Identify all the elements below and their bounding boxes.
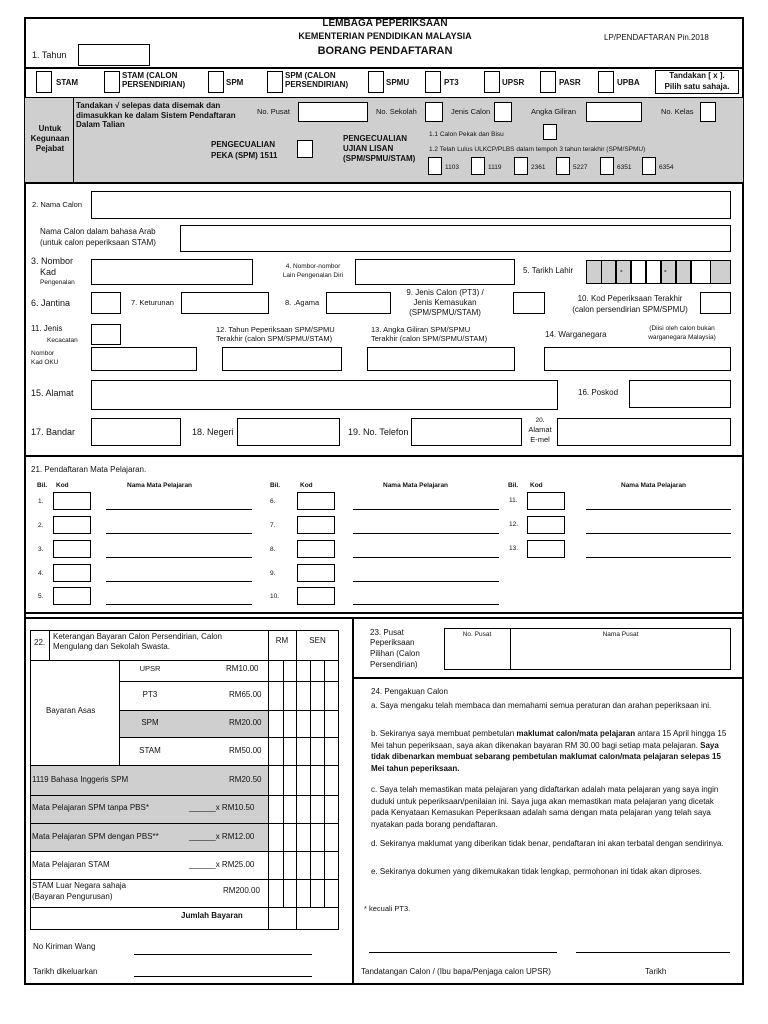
- code-label: 2361: [531, 164, 546, 171]
- bandar-input[interactable]: [91, 418, 181, 446]
- lain-pengenalan-input[interactable]: [355, 259, 515, 285]
- pasr-checkbox[interactable]: [540, 71, 556, 93]
- warga-note-1: (Diisi oleh calon bukan: [649, 325, 715, 332]
- declaration-a: a. Saya mengaku telah membaca dan memahami semua peraturan dan arahan peperiksaan ini.: [371, 701, 712, 710]
- code-6351-checkbox[interactable]: [600, 157, 614, 175]
- row-number: 1.: [38, 498, 44, 505]
- declaration-d: d. Sekiranya maklumat yang diberikan tidak benar, pendaftaran ini akan terbatal dengan sendirinya.: [371, 839, 724, 848]
- kod-input[interactable]: [53, 492, 91, 510]
- telefon-label: 19. No. Telefon: [348, 427, 409, 437]
- pekak-checkbox[interactable]: [543, 124, 557, 140]
- declaration-c: c. Saya telah memastikan mata pelajaran yang didaftarkan adalah mata pelajaran yang saya ingin duduki untuk peperiksaan/penilaian ini. Saya juga akan memastikan mata pelajaran yang dicetak pada Kenyataan Kemasukan Peperiksaan adalah sama dengan mata pelajaran yang telah saya nyatakan pada borang pendaftaran.: [371, 785, 719, 829]
- row-number: 4.: [38, 570, 44, 577]
- code-2361-checkbox[interactable]: [514, 157, 528, 175]
- nama-line[interactable]: [353, 581, 499, 582]
- code-5227-checkbox[interactable]: [556, 157, 570, 175]
- email-input[interactable]: [557, 418, 731, 446]
- bil-header: Bil.: [270, 482, 281, 489]
- agama-label: 8. .Agama: [285, 298, 320, 307]
- row-number: 2.: [38, 522, 44, 529]
- kod-input[interactable]: [297, 587, 335, 605]
- kod-input[interactable]: [297, 516, 335, 534]
- email-label-2: Alamat: [528, 425, 552, 434]
- option-1-1: 1.1 Calon Pekak dan Bisu: [429, 131, 504, 138]
- spm-row-label: SPM: [141, 718, 159, 727]
- poskod-label: 16. Poskod: [578, 388, 619, 397]
- angka-giliran-label: Angka Giliran: [531, 107, 577, 116]
- kecacatan-label-1: 11. Jenis: [31, 324, 63, 333]
- row-number: 11.: [509, 497, 518, 504]
- oku-label-2: Kad OKU: [31, 359, 59, 366]
- sen-header: SEN: [309, 636, 326, 645]
- payment-number: 22.: [34, 638, 46, 647]
- form-title: BORANG PENDAFTARAN: [317, 45, 453, 57]
- telefon-input[interactable]: [411, 418, 522, 446]
- declaration-b-pre: b. Sekiranya saya membuat pembetulan: [371, 729, 517, 738]
- upsr-label: UPSR: [502, 78, 525, 87]
- code-label: 1103: [445, 164, 459, 171]
- divider: [268, 630, 269, 930]
- angka-terakhir-label-2: Terakhir (calon SPM/SPMU/STAM): [371, 334, 488, 343]
- declaration-b-mid: antara 15 April hingga 15 Mei tahun peperiksaan, saya akan dikenakan bayaran RM 30.00 bagi setiap mata pelajaran.: [371, 729, 727, 750]
- option-1-2: 1.2 Telah Lulus ULKCP/PLBS dalam tempoh 3 tahun terakhir (SPM/SPMU): [429, 146, 646, 153]
- mstam-row-label: Mata Pelajaran STAM: [32, 860, 110, 869]
- kecacatan-label-2: Kecacatan: [47, 337, 78, 344]
- date-label: Tarikh: [645, 967, 667, 976]
- header-line2: KEMENTERIAN PENDIDIKAN MALAYSIA: [298, 31, 472, 41]
- header-line1: LEMBAGA PEPERIKSAAN: [322, 18, 448, 29]
- date-cell: [601, 260, 616, 284]
- no-pusat-header: No. Pusat: [462, 631, 492, 638]
- no-pusat-box[interactable]: [298, 102, 368, 122]
- nokp-label-1: 3. Nombor: [31, 256, 74, 266]
- code-1103-checkbox[interactable]: [428, 157, 442, 175]
- centre-label-3: Pilihan (Calon: [370, 649, 420, 658]
- stam-amount: RM50.00: [229, 746, 262, 755]
- alamat-input[interactable]: [91, 380, 558, 410]
- no-kelas-label: No. Kelas: [661, 107, 694, 116]
- payment-description: Keterangan Bayaran Calon Persendirian, Calon Mengulang dan Sekolah Swasta.: [53, 632, 222, 651]
- lisan-label-2: UJIAN LISAN: [343, 144, 394, 153]
- upsr-row-label: UPSR: [139, 664, 161, 673]
- arab-label-2: (untuk calon peperiksaan STAM): [40, 238, 156, 247]
- row-number: 6.: [270, 498, 276, 505]
- nama-header: Nama Mata Pelajaran: [621, 482, 687, 489]
- row-number: 10.: [270, 593, 280, 600]
- date-separator: -: [664, 266, 667, 275]
- code-6354-checkbox[interactable]: [642, 157, 656, 175]
- pilih-note: Pilih satu sahaja.: [664, 82, 730, 91]
- date-cell: [676, 260, 691, 284]
- row-number: 12.: [509, 521, 519, 528]
- jenis-calon-label: Jenis Calon: [451, 107, 491, 116]
- warganegara-input[interactable]: [544, 347, 731, 371]
- tarikh-keluar-line[interactable]: [134, 976, 312, 977]
- email-label-3: E-mel: [530, 435, 550, 444]
- negeri-label: 18. Negeri: [192, 427, 234, 437]
- kod-peperiksaan-input[interactable]: [700, 292, 731, 314]
- luar-row-label-1: STAM Luar Negara sahaja: [32, 881, 127, 890]
- kod-header: Kod: [530, 482, 543, 489]
- lain-label-1: 4. Nombor-nombor: [285, 263, 341, 270]
- nama-arab-input[interactable]: [180, 225, 731, 252]
- nama-line[interactable]: [106, 604, 252, 605]
- declaration-e: e. Sekiranya dokumen yang dikemukakan tidak lengkap, permohonan ini tidak akan diproses.: [371, 867, 702, 876]
- kod-input[interactable]: [53, 516, 91, 534]
- kod-input[interactable]: [527, 540, 565, 558]
- date-cell: [631, 260, 646, 284]
- divider: [296, 630, 297, 930]
- kiriman-line[interactable]: [134, 954, 312, 955]
- kod-label-1: 10. Kod Peperiksaan Terakhir: [577, 294, 683, 303]
- nama-input[interactable]: [91, 191, 731, 219]
- stam-pers-label: STAM (CALON PERSENDIRIAN): [122, 71, 186, 90]
- centre-label-2: Peperiksaan: [370, 638, 415, 647]
- nama-line[interactable]: [353, 509, 499, 510]
- nama-line[interactable]: [106, 557, 252, 558]
- upsr-checkbox[interactable]: [484, 71, 500, 93]
- angka-terakhir-label-1: 13. Angka Giliran SPM/SPMU: [371, 325, 471, 334]
- nama-line[interactable]: [586, 509, 731, 510]
- declaration-b-bold1: maklumat calon/mata pelajaran: [516, 729, 636, 738]
- code-label: 5227: [573, 164, 588, 171]
- kod-input[interactable]: [527, 492, 565, 510]
- kod-input[interactable]: [53, 540, 91, 558]
- nama-line[interactable]: [353, 604, 499, 605]
- upba-label: UPBA: [617, 78, 640, 87]
- date-separator: -: [620, 266, 623, 275]
- tahun-label: 1. Tahun: [32, 50, 67, 60]
- subjects-title: 21. Pendaftaran Mata Pelajaran.: [31, 465, 147, 474]
- declaration-note: * kecuali PT3.: [364, 904, 411, 913]
- centre-label-4: Persendirian): [370, 660, 418, 669]
- peka-checkbox[interactable]: [297, 140, 313, 158]
- tahun-terakhir-label-1: 12. Tahun Peperiksaan SPM/SPMU: [216, 325, 335, 334]
- divider: [324, 660, 325, 907]
- spm-pers-checkbox[interactable]: [267, 71, 283, 93]
- divider: [30, 879, 339, 880]
- angka-giliran-box[interactable]: [586, 102, 642, 122]
- no-sekolah-box[interactable]: [425, 102, 443, 122]
- stam-pers-checkbox[interactable]: [104, 71, 120, 93]
- nama-line[interactable]: [353, 533, 499, 534]
- alamat-label: 15. Alamat: [31, 388, 74, 398]
- no-pusat-label: No. Pusat: [257, 107, 290, 116]
- bayaran-asas-label: Bayaran Asas: [46, 706, 96, 715]
- declaration-b-bold2: Saya tidak dibenarkan membuat sebarang pembetulan maklumat calon/mata pelajaran selepas 15 Mei tahun peperiksaan.: [371, 740, 721, 773]
- divider: [24, 455, 744, 457]
- tahun-terakhir-label-2: Terakhir (calon SPM/SPMU/STAM): [216, 334, 333, 343]
- warga-note-2: warganegara Malaysia): [648, 334, 716, 341]
- divider: [310, 660, 311, 907]
- pt3-row-label: PT3: [142, 690, 158, 699]
- dengan-amount: ______x RM12.00: [189, 832, 255, 841]
- tarikh-keluar-label: Tarikh dikeluarkan: [33, 967, 98, 976]
- nama-line[interactable]: [586, 533, 731, 534]
- keturunan-input[interactable]: [181, 292, 269, 314]
- peka-label-2: PEKA (SPM) 1511: [211, 151, 278, 160]
- bi-amount: RM20.50: [229, 775, 262, 784]
- jenis-calon-input[interactable]: [513, 292, 545, 314]
- code-label: 6354: [659, 164, 674, 171]
- office-label-1: Untuk: [38, 124, 62, 133]
- divider: [353, 677, 743, 679]
- keturunan-label: 7. Keturunan: [131, 298, 174, 307]
- peka-label-1: PENGECUALIAN: [211, 140, 276, 149]
- row-number: 9.: [270, 570, 276, 577]
- bandar-label: 17. Bandar: [31, 427, 76, 437]
- kod-input[interactable]: [53, 564, 91, 582]
- bil-header: Bil.: [37, 482, 48, 489]
- office-note: Tandakan √ selepas data disemak dan dimasukkan ke dalam Sistem Pendaftaran Dalam Talian: [76, 101, 236, 130]
- row-number: 7.: [270, 522, 276, 529]
- row-number: 8.: [270, 546, 276, 553]
- divider: [30, 851, 339, 852]
- nama-pusat-header: Nama Pusat: [602, 631, 639, 638]
- divider: [24, 67, 744, 69]
- tahun-terakhir-input[interactable]: [222, 347, 342, 371]
- tanpa-amount: ______x RM10.50: [189, 803, 255, 812]
- kiriman-label: No Kiriman Wang: [33, 942, 96, 951]
- kod-input[interactable]: [527, 516, 565, 534]
- declaration-title: 24. Pengakuan Calon: [371, 687, 448, 696]
- oku-label-1: Nombor: [31, 350, 55, 357]
- jenis-label-3: (SPM/SPMU/STAM): [409, 308, 481, 317]
- jenis-label-1: 9. Jenis Calon (PT3) /: [406, 288, 484, 297]
- lisan-label-3: (SPM/SPMU/STAM): [343, 154, 416, 163]
- kod-header: Kod: [56, 482, 69, 489]
- bi-row-label: 1119 Bahasa Inggeris SPM: [32, 775, 129, 784]
- nokp-label-2: Kad: [40, 267, 57, 277]
- no-sekolah-label: No. Sekolah: [376, 107, 417, 116]
- date-cell: [691, 260, 711, 284]
- jenis-label-2: Jenis Kemasukan: [413, 298, 477, 307]
- row-number: 5.: [38, 593, 44, 600]
- nokp-input[interactable]: [91, 259, 253, 285]
- spmu-label: SPMU: [386, 78, 410, 87]
- nama-line[interactable]: [106, 509, 252, 510]
- divider: [119, 681, 339, 682]
- date-cell: [616, 260, 631, 284]
- kad-oku-input[interactable]: [91, 347, 197, 371]
- kod-input[interactable]: [297, 564, 335, 582]
- stam-label: STAM: [56, 78, 79, 87]
- code-label: 6351: [617, 164, 632, 171]
- nama-line[interactable]: [586, 557, 731, 558]
- kod-input[interactable]: [297, 540, 335, 558]
- jenis-calon-box[interactable]: [494, 102, 512, 122]
- divider: [49, 630, 50, 660]
- divider: [24, 612, 744, 614]
- spm-checkbox[interactable]: [208, 71, 224, 93]
- rm-header: RM: [275, 636, 289, 645]
- signature-label: Tandatangan Calon / (Ibu bapa/Penjaga calon UPSR): [361, 967, 551, 976]
- code-label: 1119: [488, 164, 502, 171]
- tahun-input[interactable]: [78, 44, 150, 66]
- declaration-b: [371, 728, 733, 774]
- nokp-label-3: Pengenalan: [40, 279, 75, 286]
- luar-amount: RM200.00: [223, 886, 260, 895]
- tanpa-row-label: Mata Pelajaran SPM tanpa PBS*: [32, 803, 149, 812]
- warga-label: 14. Warganegara: [545, 330, 607, 339]
- nama-line[interactable]: [106, 533, 252, 534]
- dengan-row-label: Mata Pelajaran SPM dengan PBS**: [32, 832, 159, 841]
- tandakan-note: Tandakan [ x ].: [669, 71, 725, 80]
- lahir-label: 5. Tarikh Lahir: [523, 266, 574, 275]
- pt3-label: PT3: [444, 78, 459, 87]
- code-1119-checkbox[interactable]: [471, 157, 485, 175]
- lain-label-2: Lain Pengenalan Diri: [282, 272, 344, 279]
- pt3-amount: RM65.00: [229, 690, 262, 699]
- signature-line[interactable]: [369, 952, 557, 953]
- divider: [30, 660, 339, 661]
- negeri-input[interactable]: [237, 418, 340, 446]
- date-line[interactable]: [576, 952, 730, 953]
- upba-checkbox[interactable]: [598, 71, 614, 93]
- arab-label-1: Nama Calon dalam bahasa Arab: [40, 227, 156, 236]
- spm-label: SPM: [226, 78, 244, 87]
- stam-checkbox[interactable]: [36, 71, 52, 93]
- jantina-input[interactable]: [91, 292, 121, 314]
- divider: [30, 907, 339, 908]
- angka-terakhir-input[interactable]: [367, 347, 515, 371]
- stam-row-label: STAM: [139, 746, 161, 755]
- jantina-label: 6. Jantina: [31, 298, 71, 308]
- row-number: 3.: [38, 546, 44, 553]
- divider: [352, 618, 354, 984]
- divider: [119, 737, 339, 738]
- office-label-2: Kegunaan: [30, 134, 70, 143]
- spmu-checkbox[interactable]: [368, 71, 384, 93]
- spm-amount: RM20.00: [229, 718, 262, 727]
- email-label-1: 20.: [535, 417, 545, 424]
- agama-input[interactable]: [326, 292, 391, 314]
- kod-input[interactable]: [53, 587, 91, 605]
- kod-label-2: (calon persendirian SPM/SPMU): [572, 305, 688, 314]
- date-cell: [646, 260, 661, 284]
- divider: [73, 98, 74, 182]
- poskod-input[interactable]: [629, 380, 731, 408]
- mstam-amount: ______x RM25.00: [189, 860, 255, 869]
- nama-header: Nama Mata Pelajaran: [383, 482, 449, 489]
- spm-pers-label: SPM (CALON PERSENDIRIAN): [285, 71, 349, 90]
- office-label-3: Pejabat: [35, 144, 65, 153]
- nama-header: Nama Mata Pelajaran: [127, 482, 193, 489]
- luar-row-label-2: (Bayaran Pengurusan): [32, 892, 113, 901]
- divider: [24, 617, 744, 619]
- divider: [24, 182, 744, 184]
- upsr-amount: RM10.00: [226, 664, 259, 673]
- nama-label: 2. Nama Calon: [32, 200, 83, 209]
- kod-input[interactable]: [297, 492, 335, 510]
- kod-header: Kod: [300, 482, 313, 489]
- nama-line[interactable]: [353, 557, 499, 558]
- divider: [283, 660, 284, 907]
- nama-line[interactable]: [106, 581, 252, 582]
- no-kelas-box[interactable]: [700, 102, 716, 122]
- form-code: LP/PENDAFTARAN Pin.2018: [604, 33, 709, 42]
- kecacatan-input[interactable]: [91, 324, 121, 345]
- pasr-label: PASR: [559, 78, 581, 87]
- pt3-checkbox[interactable]: [425, 71, 441, 93]
- centre-label-1: 23. Pusat: [370, 628, 404, 637]
- jumlah-label: Jumlah Bayaran: [181, 911, 243, 920]
- lisan-label-1: PENGECUALIAN: [343, 134, 408, 143]
- row-number: 13.: [509, 545, 519, 552]
- bil-header: Bil.: [508, 482, 519, 489]
